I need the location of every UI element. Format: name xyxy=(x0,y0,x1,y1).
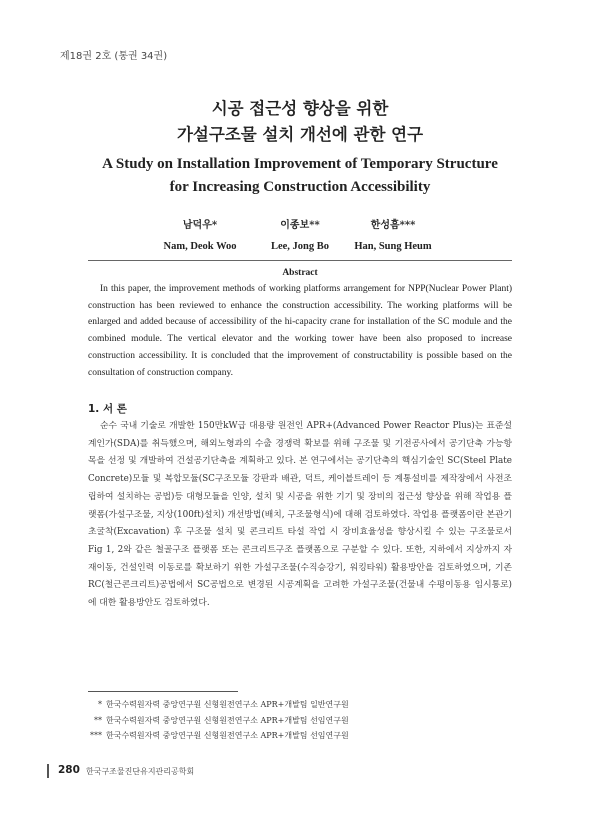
issue-info: 제18권 2호 (통권 34권) xyxy=(60,51,168,62)
author-2-english-name: Lee, Jong Bo xyxy=(270,241,330,252)
title-korean-line-1: 시공 접근성 향상을 위한 xyxy=(211,99,389,118)
footnotes xyxy=(88,697,528,744)
journal-name: 한국구조물진단유지관리공학회 xyxy=(86,767,195,776)
author-2-korean-name: 이종보** xyxy=(280,220,320,231)
page-marker-bar xyxy=(47,764,49,778)
footnote: *** 한국수력원자력 중앙연구원 신형원전연구소 APR+개발팀 선임연구원 xyxy=(90,731,349,740)
page-number: 280 xyxy=(58,764,80,776)
author-1-english-name: Nam, Deok Woo xyxy=(163,241,237,252)
abstract-body: In this paper, the improvement methods of working platforms arrangement for NPP(Nuclear Power Plant) construction has been reviewed to enhance the construction accessibility. The working platforms will be enlarged and added because of accessibility of the hi-capacity crane for installation of the SC module and the combined module. The vertical elevator and the working tower have been also proposed to increase construction accessibility. It is concluded that the improvement of constructability is possible based on the consultation of construction company. xyxy=(88,284,512,378)
footnote: ** 한국수력원자력 중앙연구원 신형원전연구소 APR+개발팀 선임연구원 xyxy=(94,715,349,725)
abstract-heading: Abstract xyxy=(282,268,318,278)
title-english-line-1: A Study on Installation Improvement of Temporary Structure xyxy=(102,156,498,172)
author-1-korean-name: 남덕우* xyxy=(182,220,218,231)
author-3-korean-name: 한성흠*** xyxy=(370,220,416,231)
section-heading: 1. 서 론 xyxy=(88,403,127,415)
section-body: 순수 국내 기술로 개발한 150만kW급 대용량 원전인 APR+(Advanced Power Reactor Plus)는 표준설계인가(SDA)를 취득했으며, 해외노형과의 수출 경쟁력 확보를 위해 구조물 및 기전공사에서 공기단축 가능항목을 선정 및 개발하여 건설공기단축을 계획하고 있다. 본 연구에서는 공기단축의 핵심기술인 SC(Steel Plate Concrete)모듈 및 복합모듈(SC구조모듈 강판과 배관, 덕트, 케이블트레이 등 계통설비를 제작장에서 사전조립하여 설치하는 공법)등 대형모듈을 인양, 설치 및 시공을 위한 기기 및 장비의 접근성 향상을 위해 작업용 플랫폼(가설구조물, 지상(100ft)설치) 개선방법(배치, 구조물형식)에 대해 검토하였다. 작업용 플랫폼이란 본관기초굴착(Excavation) 후 구조물 설치 및 콘크리트 타설 작업 시 장비효율성을 향상시킬 수 있는 구조물로서 Fig 1, 2와 같은 철골구조 플랫폼 또는 콘크리트구조 플랫폼으로 구분할 수 있다. 또한, 지하에서 지상까지 자재이동, 건설인력 이동로를 확보하기 위한 가설구조물(수직승강기, 워킹타워) 활용방안을 검토하였으며, 기존 RC(철근콘크리트)공법에서 SC공법으로 변경된 시공계획을 고려한 가설구조물(건물내 수평이동용 임시통로)에 대한 활용방안도 검토하였다. xyxy=(88,421,512,609)
author-3 xyxy=(323,216,463,252)
title-korean-line-2: 가설구조물 설치 개선에 관한 연구 xyxy=(176,125,424,144)
author-3-english-name: Han, Sung Heum xyxy=(354,241,432,252)
header-divider xyxy=(88,260,512,261)
title-english-line-2: for Increasing Construction Accessibility xyxy=(169,179,431,195)
footnote-rule xyxy=(88,691,238,692)
footnote: * 한국수력원자력 중앙연구원 신형원전연구소 APR+개발팀 일반연구원 xyxy=(98,700,349,709)
